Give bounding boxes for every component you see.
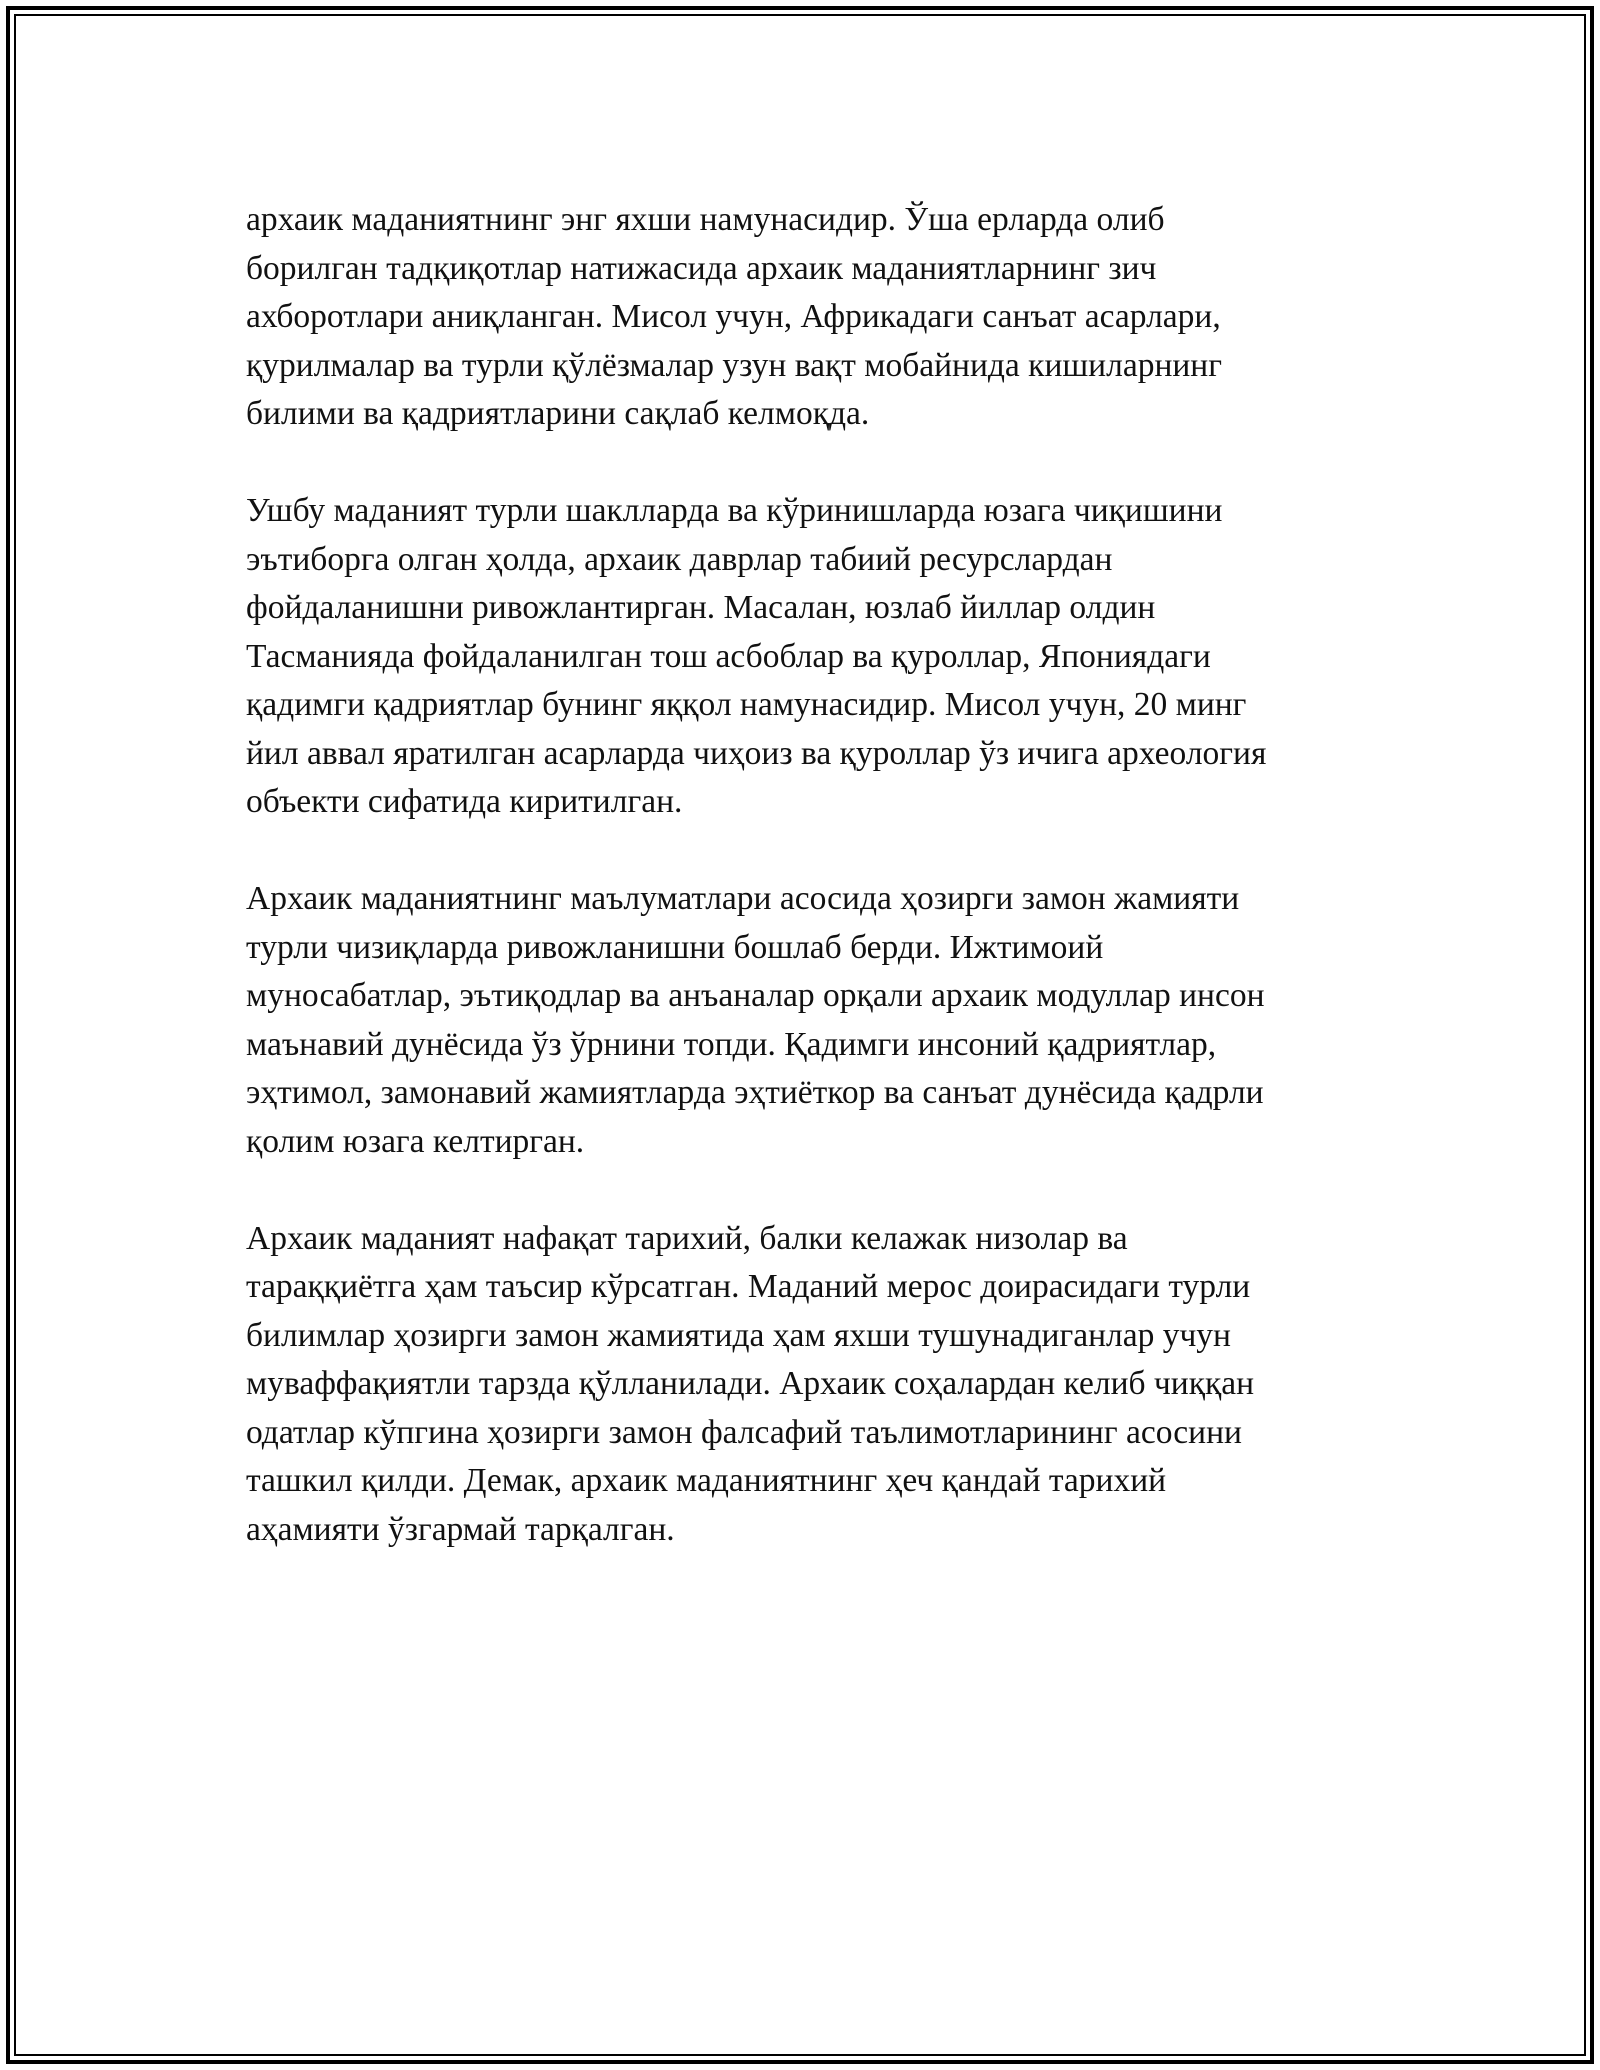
text-line: Архаик маданиятнинг маълуматлари асосида ҳозирги замон жамияти xyxy=(246,880,1240,917)
text-line: ахборотлари аниқланган. Мисол учун, Африкадаги санъат асарлари, xyxy=(246,298,1221,335)
text-line: турли чизиқларда ривожланишни бошлаб берди. Ижтимоий xyxy=(246,928,1104,966)
text-line: қолим юзага келтирган. xyxy=(246,1122,585,1160)
page-border xyxy=(6,6,1594,2064)
text-line: Тасманияда фойдаланилган тош асбоблар ва қуроллар, Япониядаги xyxy=(246,637,1211,675)
text-line: фойдаланишни ривожлантирган. Масалан, юзлаб йиллар олдин xyxy=(246,589,1156,626)
text-line: маънавий дунёсида ўз ўрнини топди. Қадимги инсоний қадриятлар, xyxy=(246,1025,1217,1063)
document-body xyxy=(246,196,1386,1603)
text-line: эътиборга олган ҳолда, архаик даврлар табиий ресурслардан xyxy=(246,540,1113,578)
text-line: қурилмалар ва турли қўлёзмалар узун вақт мобайнида кишиларнинг xyxy=(246,346,1222,384)
text-line: эҳтимол, замонавий жамиятларда эҳтиёткор ва санъат дунёсида қадрли xyxy=(246,1074,1264,1111)
text-line: ташкил қилди. Демак, архаик маданиятнинг ҳеч қандай тарихий xyxy=(246,1462,1167,1499)
text-line: йил аввал яратилган асарларда чиҳоиз ва қуроллар ўз ичига археология xyxy=(246,734,1267,772)
text-line: одатлар кўпгина ҳозирги замон фалсафий таълимотларининг асосини xyxy=(246,1413,1242,1451)
paragraph-3 xyxy=(246,875,1386,1166)
paragraph-1 xyxy=(246,196,1386,439)
paragraph-2 xyxy=(246,487,1386,827)
text-line: муносабатлар, эътиқодлар ва анъаналар орқали архаик модуллар инсон xyxy=(246,977,1265,1014)
text-line: объекти сифатида киритилган. xyxy=(246,783,683,820)
text-line: билими ва қадриятларини сақлаб келмоқда. xyxy=(246,395,870,432)
text-line: аҳамияти ўзгармай тарқалган. xyxy=(246,1510,675,1548)
text-line: тараққиётга ҳам таъсир кўрсатган. Маданий мерос доирасидаги турли xyxy=(246,1268,1251,1305)
paragraph-4 xyxy=(246,1215,1386,1555)
text-line: Ушбу маданият турли шаклларда ва кўринишларда юзага чиқишини xyxy=(246,492,1223,529)
text-line: қадимги қадриятлар бунинг яққол намунасидир. Мисол учун, 20 минг xyxy=(246,686,1247,723)
text-line: билимлар ҳозирги замон жамиятида ҳам яхши тушунадиганлар учун xyxy=(246,1316,1231,1354)
text-line: борилган тадқиқотлар натижасида архаик маданиятларнинг зич xyxy=(246,249,1157,287)
text-line: муваффақиятли тарзда қўлланилади. Архаик соҳалардан келиб чиққан xyxy=(246,1365,1255,1402)
text-line: архаик маданиятнинг энг яхши намунасидир. Ўша ерларда олиб xyxy=(246,201,1165,238)
text-line: Архаик маданият нафақат тарихий, балки келажак низолар ва xyxy=(246,1219,1128,1257)
